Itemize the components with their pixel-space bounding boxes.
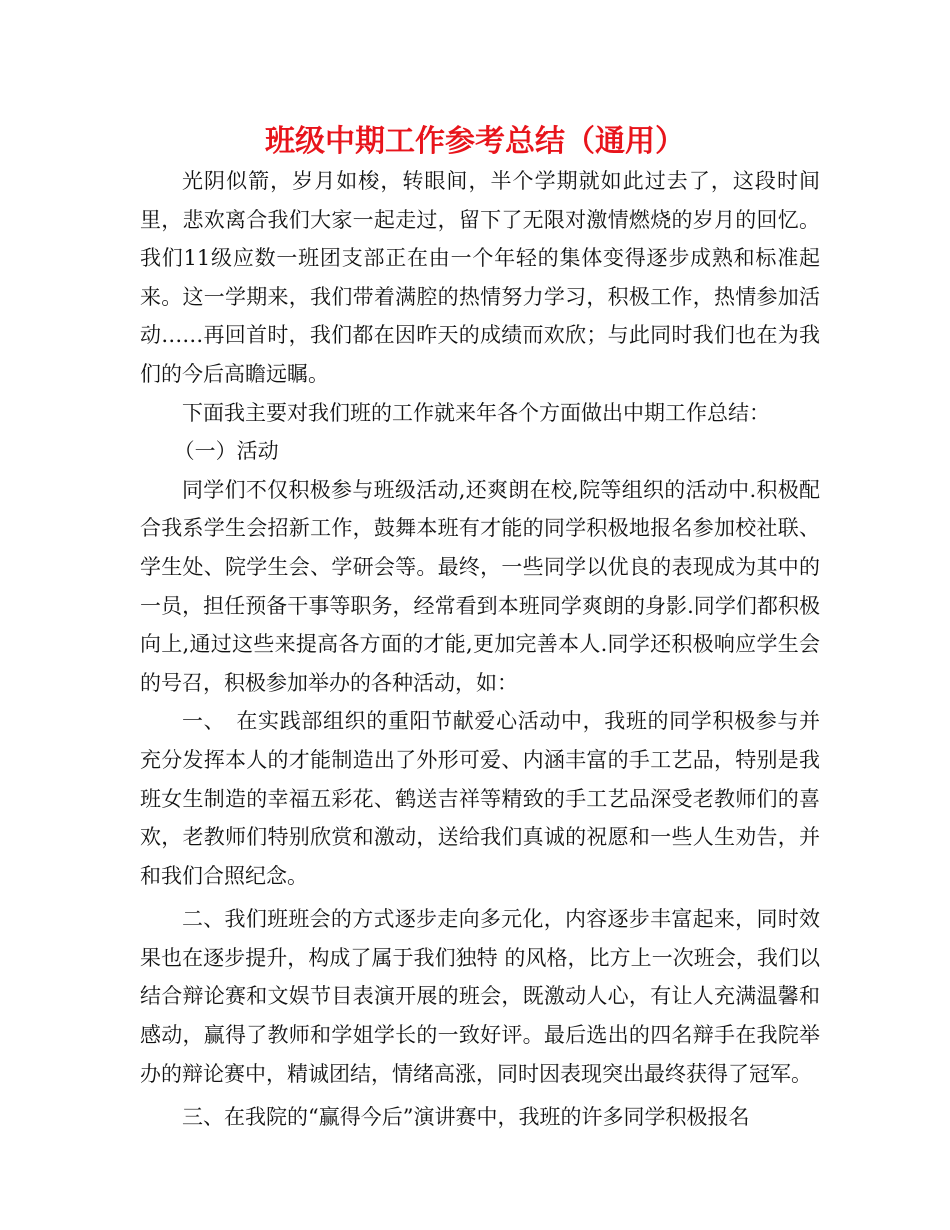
paragraph-item-1: 一、 在实践部组织的重阳节献爱心活动中，我班的同学积极参与并充分发挥本人的才能制造出了外形可爱、内涵丰富的手工艺品，特别是我班女生制造的幸福五彩花、鹤送吉祥等精致的手工艺品深受老教师们的喜欢，老教师们特别欣赏和激动，送给我们真诚的祝愿和一些人生劝告，并和我们合照纪念。	[140, 709, 820, 888]
paragraph-item-3: 三、在我院的“赢得今后”演讲赛中，我班的许多同学积极报名	[182, 1105, 750, 1130]
document-body	[140, 162, 820, 1137]
paragraph-summary-lead: 下面我主要对我们班的工作就来年各个方面做出中期工作总结：	[182, 400, 770, 425]
section-heading-activities: （一）活动	[173, 439, 279, 464]
paragraph-intro: 光阴似箭，岁月如梭，转眼间，半个学期就如此过去了，这段时间里，悲欢离合我们大家一起走过，留下了无限对激情燃烧的岁月的回忆。我们11级应数一班团支部正在由一个年轻的集体变得逐步成熟和标准起来。这一学期来，我们带着满腔的热情努力学习，积极工作，热情参加活动……再回首时，我们都在因昨天的成绩而欢欣；与此同时我们也在为我们的今后高瞻远瞩。	[140, 169, 820, 386]
document-title: 班级中期工作参考总结（通用）	[265, 124, 685, 159]
paragraph-item-2: 二、我们班班会的方式逐步走向多元化，内容逐步丰富起来，同时效果也在逐步提升，构成了属于我们独特 的风格，比方上一次班会，我们以结合辩论赛和文娱节目表演开展的班会，既激动人心，有让人充满温馨和感动，赢得了教师和学姐学长的一致好评。最后选出的四名辩手在我院举办的辩论赛中，精诚团结，情绪高涨，同时因表现突出最终获得了冠军。	[140, 907, 820, 1086]
paragraph-activities: 同学们不仅积极参与班级活动,还爽朗在校,院等组织的活动中.积极配合我系学生会招新工作，鼓舞本班有才能的同学积极地报名参加校社联、学生处、院学生会、学研会等。最终，一些同学以优良的表现成为其中的一员，担任预备干事等职务，经常看到本班同学爽朗的身影.同学们都积极向上,通过这些来提高各方面的才能,更加完善本人.同学还积极响应学生会的号召，积极参加举办的各种活动，如：	[140, 477, 820, 695]
